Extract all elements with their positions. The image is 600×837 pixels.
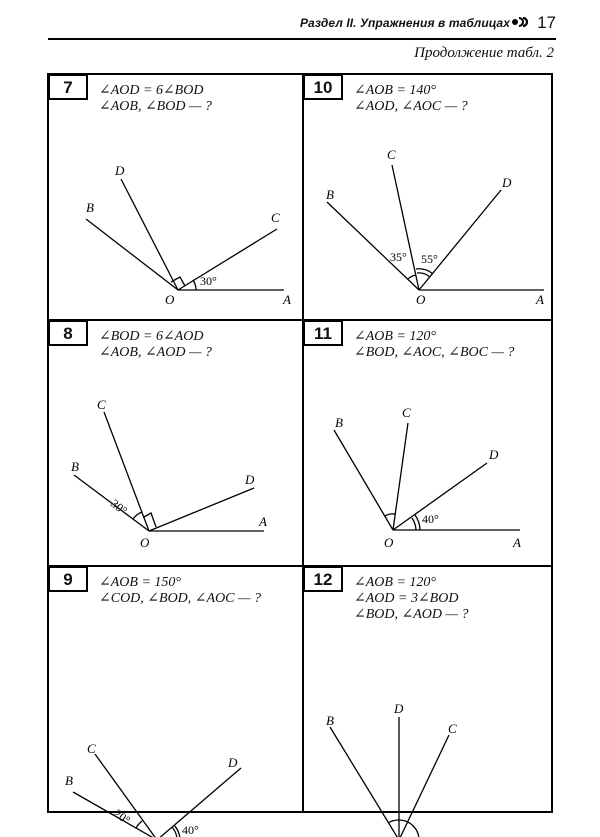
problem-number: 8 <box>48 320 88 346</box>
label-b: B <box>71 459 79 474</box>
condition-line: ∠AOD = 3∠BOD <box>354 591 459 606</box>
angle-label: 30° <box>200 274 217 288</box>
right-angle-mark <box>144 513 156 527</box>
condition-line: ∠AOB = 150° <box>99 575 181 590</box>
angle-label: 20° <box>111 806 134 828</box>
angle-label: 40° <box>182 823 199 837</box>
angle-figure <box>304 567 555 811</box>
label-d: D <box>245 472 255 487</box>
label-a: A <box>259 514 267 529</box>
ray-ob <box>86 219 178 290</box>
condition-line: ∠AOB = 120° <box>354 329 436 344</box>
table-continuation-caption: Продолжение табл. 2 <box>414 45 554 61</box>
angle-label: 40° <box>422 512 439 526</box>
angle-arc-bod <box>388 820 399 823</box>
angle-label: 30° <box>108 496 131 518</box>
angle-figure <box>304 321 555 565</box>
label-b: B <box>335 415 343 430</box>
problem-cell-8 <box>49 321 300 565</box>
label-d: D <box>228 755 238 770</box>
problem-cell-11 <box>304 321 555 565</box>
problem-cell-9 <box>49 567 300 837</box>
label-b: B <box>65 773 73 788</box>
problem-number: 7 <box>48 74 88 100</box>
angle-arc-20 <box>136 821 142 828</box>
angle-arc-55 <box>417 273 430 277</box>
label-c: C <box>87 741 96 756</box>
condition-line: ∠COD, ∠BOD, ∠AOC — ? <box>99 591 261 606</box>
angle-figure <box>49 75 300 319</box>
ray-oc <box>104 412 149 531</box>
ray-od <box>393 463 487 530</box>
label-d: D <box>489 447 499 462</box>
dots-icon <box>512 17 528 27</box>
label-c: C <box>387 147 396 162</box>
label-b: B <box>326 187 334 202</box>
ray-od <box>121 179 178 290</box>
label-b: B <box>326 713 334 728</box>
section-title: Раздел II. Упражнения в таблицах <box>299 16 510 30</box>
label-c: C <box>402 405 411 420</box>
label-a: A <box>513 535 521 550</box>
running-header <box>48 14 556 36</box>
exercise-table <box>47 73 553 837</box>
angle-arc-boc <box>385 514 395 516</box>
condition-line: ∠AOB = 120° <box>354 575 436 590</box>
condition-line: ∠AOD = 6∠BOD <box>99 83 204 98</box>
label-o: O <box>416 292 426 307</box>
condition-line: ∠BOD, ∠AOC, ∠BOC — ? <box>354 345 515 360</box>
angle-figure <box>49 321 300 565</box>
problem-number: 11 <box>303 320 343 346</box>
page-number: 17 <box>537 13 556 32</box>
label-c: C <box>97 397 106 412</box>
condition-line: ∠AOD, ∠AOC — ? <box>354 99 468 114</box>
problem-cell-12 <box>304 567 555 811</box>
label-o: O <box>165 292 175 307</box>
angle-arc-35 <box>408 275 416 279</box>
ray-oc <box>393 423 408 530</box>
ray-od <box>149 488 254 531</box>
condition-line: ∠BOD = 6∠AOD <box>99 329 204 344</box>
label-c: C <box>448 721 457 736</box>
angle-label: 35° <box>390 250 407 264</box>
condition-line: ∠AOB, ∠BOD — ? <box>99 99 212 114</box>
problem-cell-7 <box>49 75 300 319</box>
label-d: D <box>115 163 125 178</box>
label-c: C <box>271 210 280 225</box>
ray-oc <box>392 165 419 290</box>
problem-number: 10 <box>303 74 343 100</box>
angle-figure <box>304 75 555 319</box>
problem-cell-10 <box>304 75 555 319</box>
label-o: O <box>384 535 394 550</box>
label-b: B <box>86 200 94 215</box>
angle-arc-40 <box>412 518 416 530</box>
right-angle-mark <box>171 277 185 286</box>
ray-od <box>157 768 241 837</box>
label-a: A <box>283 292 291 307</box>
ray-ob <box>330 727 399 837</box>
ray-ob <box>327 202 419 290</box>
header-rule <box>48 38 556 40</box>
label-d: D <box>502 175 512 190</box>
label-d: D <box>394 701 404 716</box>
problem-number: 9 <box>48 566 88 592</box>
condition-line: ∠AOB, ∠AOD — ? <box>99 345 212 360</box>
label-o: O <box>140 535 150 550</box>
angle-arc-30 <box>193 280 196 290</box>
condition-line: ∠BOD, ∠AOD — ? <box>354 607 469 622</box>
angle-arc-30 <box>133 512 142 519</box>
ray-od <box>419 190 501 290</box>
condition-line: ∠AOB = 140° <box>354 83 436 98</box>
ray-ob <box>334 430 393 530</box>
problem-number: 12 <box>303 566 343 592</box>
angle-label: 55° <box>421 252 438 266</box>
angle-figure <box>49 567 300 837</box>
label-a: A <box>536 292 544 307</box>
